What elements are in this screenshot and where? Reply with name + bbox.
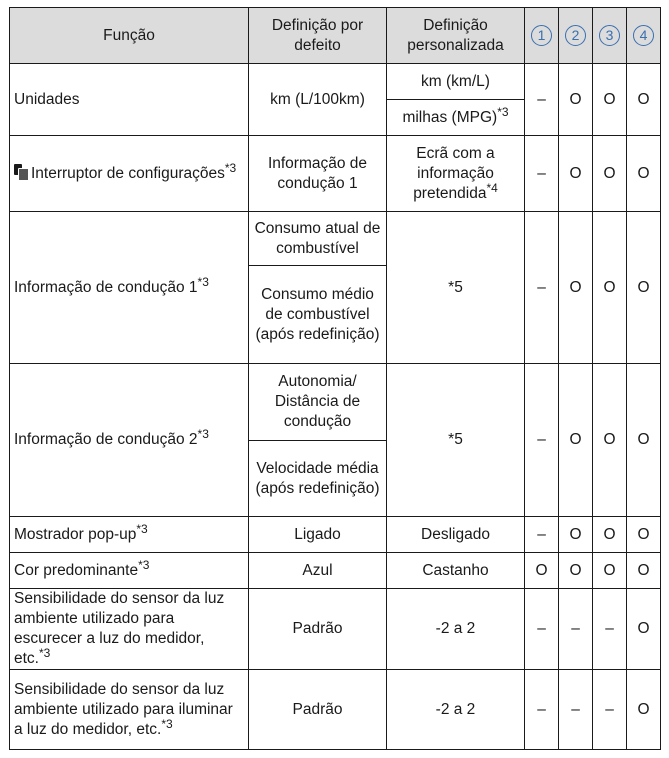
function-text: Cor predominante: [14, 561, 139, 579]
custom-cell: Castanho: [387, 553, 525, 589]
header-row: [10, 8, 661, 64]
settings-table: [9, 7, 661, 750]
header-custom: Definição personalizada: [387, 8, 525, 64]
header-col-2: [559, 8, 593, 64]
custom-cell: [387, 136, 525, 212]
mark-cell: O: [559, 364, 593, 517]
default-cell: km (L/100km): [249, 64, 387, 136]
mark-cell: O: [627, 670, 661, 750]
mark-cell: O: [627, 212, 661, 364]
table-row: [10, 64, 661, 100]
table-row: [10, 136, 661, 212]
mark-cell: O: [559, 136, 593, 212]
custom-text: Ecrã com a informação pretendida: [413, 144, 495, 202]
footnote-ref: *3: [197, 426, 209, 441]
default-cell: Ligado: [249, 517, 387, 553]
mark-cell: –: [525, 589, 559, 670]
mark-cell: –: [593, 670, 627, 750]
header-col-3: [593, 8, 627, 64]
circled-number-4: 4: [633, 25, 654, 46]
mark-cell: –: [593, 589, 627, 670]
table-row: [10, 553, 661, 589]
function-cell: [10, 589, 249, 670]
custom-cell: *5: [387, 212, 525, 364]
mark-cell: –: [525, 212, 559, 364]
function-cell: [10, 136, 249, 212]
table-row: [10, 517, 661, 553]
function-text: Sensibilidade do sensor da luz ambiente utilizado para iluminar a luz do medidor, etc.: [14, 680, 233, 738]
mark-cell: –: [525, 364, 559, 517]
mark-cell: O: [627, 136, 661, 212]
function-text: Informação de condução 1: [14, 278, 198, 296]
header-function: Função: [10, 8, 249, 64]
footnote-ref: *3: [38, 645, 51, 660]
circled-number-2: 2: [565, 25, 586, 46]
mark-cell: –: [559, 670, 593, 750]
default-cell: Azul: [249, 553, 387, 589]
header-col-4: [627, 8, 661, 64]
custom-cell: -2 a 2: [387, 670, 525, 750]
mark-cell: O: [593, 517, 627, 553]
function-text: Mostrador pop-up: [14, 525, 137, 543]
table-row: [10, 364, 661, 441]
header-default: Definição por defeito: [249, 8, 387, 64]
footnote-ref: *3: [136, 521, 148, 536]
mark-cell: –: [525, 64, 559, 136]
mark-cell: O: [593, 212, 627, 364]
mark-cell: –: [525, 517, 559, 553]
table-row: [10, 589, 661, 670]
function-text: Sensibilidade do sensor da luz ambiente utilizado para escurecer a luz do medidor, etc.: [14, 590, 225, 667]
default-cell: Velocidade média (após redefinição): [249, 441, 387, 517]
function-cell: Unidades: [10, 64, 249, 136]
footnote-ref: *3: [138, 557, 150, 572]
mark-cell: O: [559, 517, 593, 553]
custom-text: milhas (MPG): [402, 108, 498, 126]
footnote-ref: *3: [197, 274, 209, 289]
circled-number-3: 3: [599, 25, 620, 46]
function-cell: [10, 553, 249, 589]
default-cell: Padrão: [249, 670, 387, 750]
circled-number-1: 1: [531, 25, 552, 46]
custom-cell: km (km/L): [387, 64, 525, 100]
default-cell: Consumo médio de combustível (após redefinição): [249, 266, 387, 364]
mark-cell: O: [627, 64, 661, 136]
footnote-ref: *3: [161, 716, 173, 731]
mark-cell: O: [627, 553, 661, 589]
function-cell: [10, 212, 249, 364]
function-text: Interruptor de configurações: [31, 164, 225, 182]
default-cell: Consumo atual de combustível: [249, 212, 387, 266]
function-cell: [10, 670, 249, 750]
mark-cell: O: [627, 517, 661, 553]
footnote-ref: *3: [224, 160, 237, 175]
default-cell: Informação de condução 1: [249, 136, 387, 212]
footnote-ref: *4: [486, 180, 498, 195]
mark-cell: O: [559, 553, 593, 589]
mark-cell: O: [627, 364, 661, 517]
mark-cell: –: [525, 670, 559, 750]
mark-cell: O: [559, 64, 593, 136]
table-row: [10, 670, 661, 750]
mark-cell: O: [559, 212, 593, 364]
mark-cell: O: [627, 589, 661, 670]
mark-cell: O: [525, 553, 559, 589]
function-cell: [10, 517, 249, 553]
settings-switch-icon: [14, 164, 28, 179]
custom-cell: *5: [387, 364, 525, 517]
default-cell: Autonomia/ Distância de condução: [249, 364, 387, 441]
mark-cell: O: [593, 64, 627, 136]
header-col-1: [525, 8, 559, 64]
mark-cell: –: [559, 589, 593, 670]
custom-cell: [387, 100, 525, 136]
footnote-ref: *3: [497, 104, 509, 119]
table-row: [10, 212, 661, 266]
function-text: Informação de condução 2: [14, 431, 198, 448]
function-cell: [10, 364, 249, 517]
custom-cell: Desligado: [387, 517, 525, 553]
custom-cell: -2 a 2: [387, 589, 525, 670]
mark-cell: O: [593, 364, 627, 517]
mark-cell: O: [593, 136, 627, 212]
default-cell: Padrão: [249, 589, 387, 670]
mark-cell: O: [593, 553, 627, 589]
mark-cell: –: [525, 136, 559, 212]
